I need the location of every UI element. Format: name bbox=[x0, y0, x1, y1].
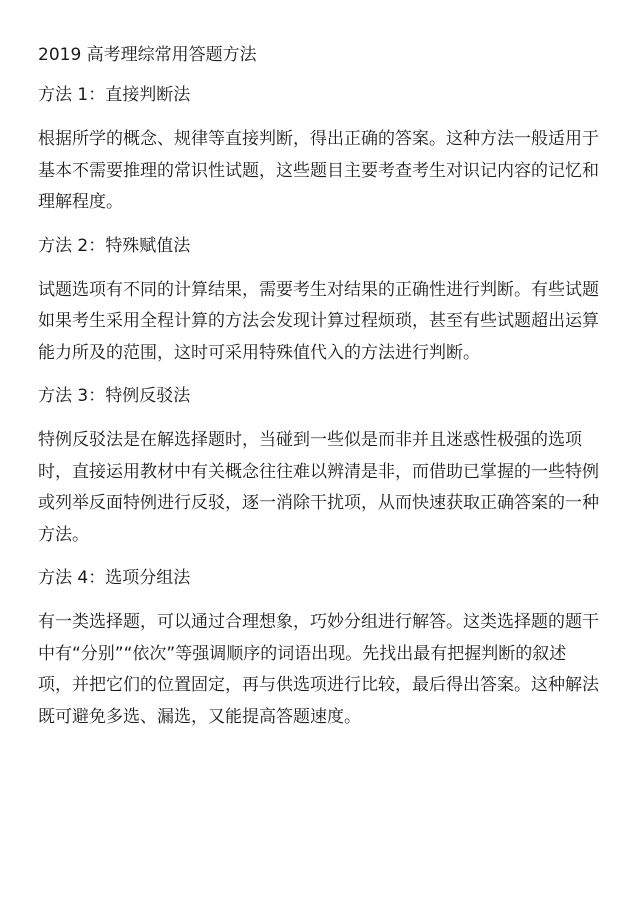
paragraph-line: 基本不需要推理的常识性试题，这些题目主要考查考生对识记内容的记忆和 bbox=[38, 160, 599, 181]
paragraph-line: 理解程度。 bbox=[38, 192, 123, 212]
paragraph-line: 项，并把它们的位置固定，再与供选项进行比较，最后得出答案。这种解法 bbox=[38, 675, 599, 695]
paragraph-line: 试题选项有不同的计算结果，需要考生对结果的正确性进行判断。有些试题 bbox=[38, 279, 599, 300]
document-page bbox=[38, 40, 608, 745]
section-paragraph-1 bbox=[38, 124, 608, 219]
paragraph-line: 既可避免多选、漏选，又能提高答题速度。 bbox=[38, 706, 361, 727]
paragraph-line: 特例反驳法是在解选择题时，当碰到一些似是而非并且迷惑性极强的选项 bbox=[38, 430, 582, 450]
section-paragraph-2 bbox=[38, 275, 608, 370]
paragraph-line: 如果考生采用全程计算的方法会发现计算过程烦琐，甚至有些试题超出运算 bbox=[38, 311, 599, 331]
paragraph-line: 能力所及的范围，这时可采用特殊值代入的方法进行判断。 bbox=[38, 342, 480, 363]
paragraph-line: 有一类选择题，可以通过合理想象，巧妙分组进行解答。这类选择题的题干 bbox=[38, 612, 599, 632]
section-heading-4: 方法 4：选项分组法 bbox=[38, 568, 191, 588]
section-paragraph-4 bbox=[38, 607, 608, 733]
paragraph-line: 或列举反面特例进行反驳，逐一消除干扰项，从而快速获取正确答案的一种 bbox=[38, 493, 599, 513]
section-heading-2: 方法 2：特殊赋值法 bbox=[38, 235, 191, 256]
section-heading-1: 方法 1：直接判断法 bbox=[38, 85, 191, 105]
paragraph-line: 中有“分别”“依次”等强调顺序的词语出现。先找出最有把握判断的叙述 bbox=[38, 643, 567, 664]
document-title: 2019 高考理综常用答题方法 bbox=[38, 45, 257, 65]
section-heading-3: 方法 3：特例反驳法 bbox=[38, 386, 191, 406]
paragraph-line: 时，直接运用教材中有关概念往往难以辨清是非，而借助已掌握的一些特例 bbox=[38, 461, 599, 482]
paragraph-line: 方法。 bbox=[38, 524, 89, 545]
section-paragraph-3 bbox=[38, 425, 608, 551]
paragraph-line: 根据所学的概念、规律等直接判断，得出正确的答案。这种方法一般适用于 bbox=[38, 129, 599, 149]
